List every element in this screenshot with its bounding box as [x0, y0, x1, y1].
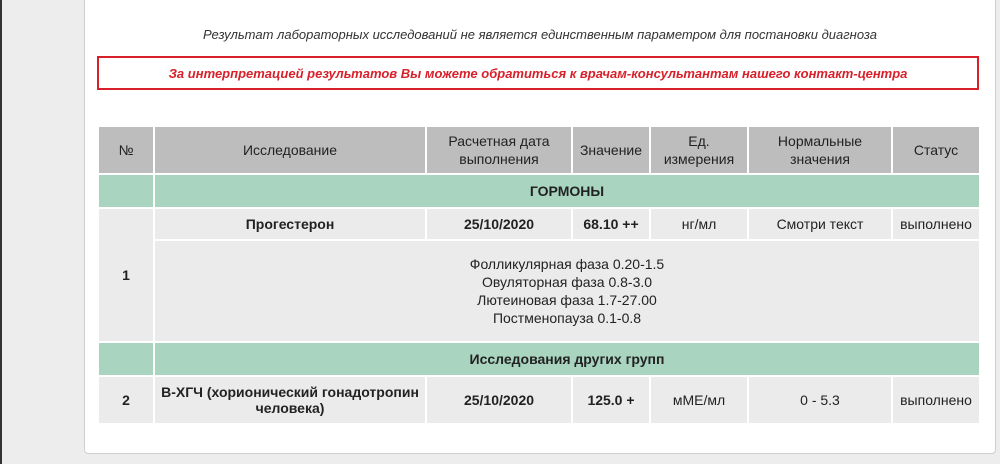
col-header-date-line2: выполнения	[459, 151, 539, 167]
test-reference: Смотри текст	[749, 209, 891, 239]
test-date: 25/10/2020	[427, 377, 571, 423]
col-header-status: Статус	[893, 127, 979, 173]
results-card	[84, 0, 996, 454]
group-row-other	[99, 343, 979, 375]
test-date: 25/10/2020	[427, 209, 571, 239]
note-line: Овуляторная фаза 0.8-3.0	[481, 274, 653, 290]
col-header-date	[427, 127, 571, 173]
group-row-hormones	[99, 175, 979, 207]
row-number: 1	[99, 209, 153, 341]
test-unit: мМЕ/мл	[651, 377, 747, 423]
test-name: Прогестерон	[155, 209, 425, 239]
col-header-unit-line1: Ед.	[688, 133, 710, 149]
test-reference: 0 - 5.3	[749, 377, 891, 423]
col-header-test: Исследование	[155, 127, 425, 173]
test-name-line1: В-ХГЧ (хорионический гонадотропин	[161, 384, 419, 400]
note-line: Постменопауза 0.1-0.8	[492, 310, 642, 326]
col-header-reference	[749, 127, 891, 173]
col-header-date-line1: Расчетная дата	[448, 133, 550, 149]
test-value: 125.0 +	[573, 377, 649, 423]
col-header-number: №	[99, 127, 153, 173]
test-status: выполнено	[893, 209, 979, 239]
group-blank-cell	[99, 175, 153, 207]
left-border	[0, 0, 2, 464]
col-header-unit-line2: измерения	[663, 151, 735, 167]
test-unit: нг/мл	[651, 209, 747, 239]
disclaimer-text: Результат лабораторных исследований не является единственным параметром для постановки диагноза	[202, 27, 878, 42]
consultation-alert: За интерпретацией результатов Вы можете обратиться к врачам-консультантам нашего контакт-центра	[97, 56, 979, 90]
row-number: 2	[99, 377, 153, 423]
note-line: Фолликулярная фаза 0.20-1.5	[469, 256, 665, 272]
col-header-reference-line1: Нормальные	[777, 133, 863, 149]
table-row	[99, 377, 979, 423]
group-blank-cell	[99, 343, 153, 375]
note-line: Лютеиновая фаза 1.7-27.00	[477, 292, 657, 308]
test-value: 68.10 ++	[573, 209, 649, 239]
test-name	[155, 377, 425, 423]
test-status: выполнено	[893, 377, 979, 423]
table-row	[99, 209, 979, 239]
reference-notes-row	[99, 241, 979, 341]
group-title: Исследования других групп	[155, 343, 979, 375]
reference-notes	[155, 241, 979, 341]
col-header-value: Значение	[573, 127, 649, 173]
table-header-row	[99, 127, 979, 173]
group-title: ГОРМОНЫ	[155, 175, 979, 207]
test-name-line2: человека)	[255, 400, 325, 416]
col-header-unit	[651, 127, 747, 173]
col-header-reference-line2: значения	[790, 151, 850, 167]
lab-results-table	[97, 125, 981, 425]
